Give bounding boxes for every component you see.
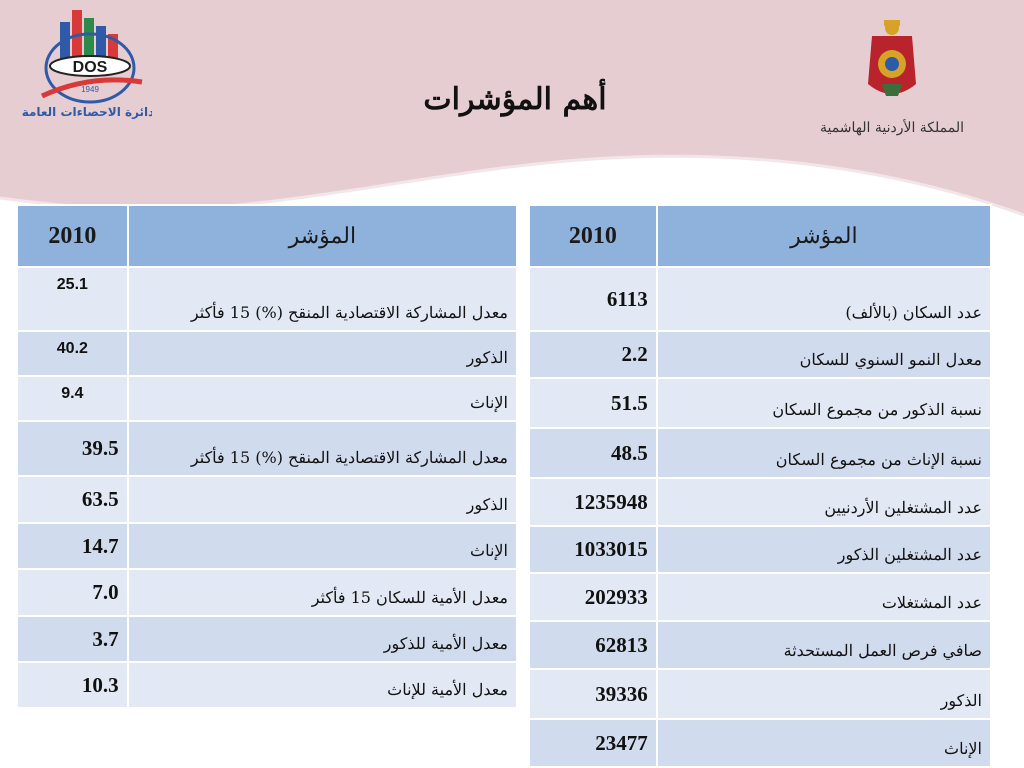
indicator-cell: الذكور <box>657 669 991 719</box>
dos-logo-arabic: دائرة الاحصاءات العامة <box>22 105 152 119</box>
value-cell: 6113 <box>529 267 657 331</box>
table-row <box>529 669 991 719</box>
indicator-cell: معدل المشاركة الاقتصادية المنقح (%) 15 فأكثر <box>128 267 517 331</box>
value-cell: 39336 <box>529 669 657 719</box>
value-cell: 10.3 <box>17 662 128 708</box>
value-cell: 40.2 <box>17 331 128 376</box>
value-cell: 62813 <box>529 621 657 669</box>
indicator-cell: معدل الأمية للسكان 15 فأكثر <box>128 569 517 616</box>
indicator-header: المؤشر <box>128 205 517 267</box>
indicator-cell: الذكور <box>128 476 517 523</box>
year-header: 2010 <box>529 205 657 267</box>
indicator-header: المؤشر <box>657 205 991 267</box>
table-row <box>529 621 991 669</box>
table-row <box>17 616 517 662</box>
value-cell: 9.4 <box>17 376 128 421</box>
table-row <box>529 428 991 478</box>
table-row <box>17 421 517 476</box>
indicators-table-left <box>16 204 518 709</box>
table-header-row <box>529 205 991 267</box>
table-row <box>17 569 517 616</box>
jordan-coat-of-arms-logo <box>812 14 972 138</box>
dos-logo-text: DOS <box>72 59 108 76</box>
table-row <box>529 478 991 526</box>
table-row <box>17 523 517 569</box>
table-row <box>529 526 991 573</box>
table-row <box>17 662 517 708</box>
value-cell: 14.7 <box>17 523 128 569</box>
table-row <box>529 331 991 378</box>
table-header-row <box>17 205 517 267</box>
indicator-cell: معدل الأمية للذكور <box>128 616 517 662</box>
value-cell: 202933 <box>529 573 657 621</box>
value-cell: 63.5 <box>17 476 128 523</box>
table-row <box>17 331 517 376</box>
indicator-cell: نسبة الذكور من مجموع السكان <box>657 378 991 428</box>
table-row <box>529 378 991 428</box>
table-row <box>17 376 517 421</box>
slide-title: أهم المؤشرات <box>423 82 607 117</box>
table-row <box>17 476 517 523</box>
indicator-cell: نسبة الإناث من مجموع السكان <box>657 428 991 478</box>
indicator-cell: معدل الأمية للإناث <box>128 662 517 708</box>
dos-logo <box>22 4 152 126</box>
value-cell: 1235948 <box>529 478 657 526</box>
value-cell: 7.0 <box>17 569 128 616</box>
indicator-cell: عدد المشتغلين الذكور <box>657 526 991 573</box>
value-cell: 48.5 <box>529 428 657 478</box>
indicator-cell: عدد المشتغلين الأردنيين <box>657 478 991 526</box>
table-row <box>529 719 991 767</box>
value-cell: 51.5 <box>529 378 657 428</box>
value-cell: 39.5 <box>17 421 128 476</box>
value-cell: 1033015 <box>529 526 657 573</box>
jordan-logo-text: المملكة الأردنية الهاشمية <box>819 120 965 136</box>
indicator-cell: الإناث <box>128 376 517 421</box>
indicator-cell: الإناث <box>128 523 517 569</box>
table-row <box>529 573 991 621</box>
indicator-cell: معدل المشاركة الاقتصادية المنقح (%) 15 فأكثر <box>128 421 517 476</box>
value-cell: 3.7 <box>17 616 128 662</box>
indicator-cell: عدد السكان (بالألف) <box>657 267 991 331</box>
indicator-cell: معدل النمو السنوي للسكان <box>657 331 991 378</box>
table-row <box>17 267 517 331</box>
value-cell: 23477 <box>529 719 657 767</box>
value-cell: 25.1 <box>17 267 128 331</box>
value-cell: 2.2 <box>529 331 657 378</box>
indicator-cell: الذكور <box>128 331 517 376</box>
year-header: 2010 <box>17 205 128 267</box>
dos-logo-year: 1949 <box>81 85 99 94</box>
indicator-cell: عدد المشتغلات <box>657 573 991 621</box>
indicators-table-right <box>528 204 992 768</box>
indicator-cell: صافي فرص العمل المستحدثة <box>657 621 991 669</box>
indicator-cell: الإناث <box>657 719 991 767</box>
table-row <box>529 267 991 331</box>
